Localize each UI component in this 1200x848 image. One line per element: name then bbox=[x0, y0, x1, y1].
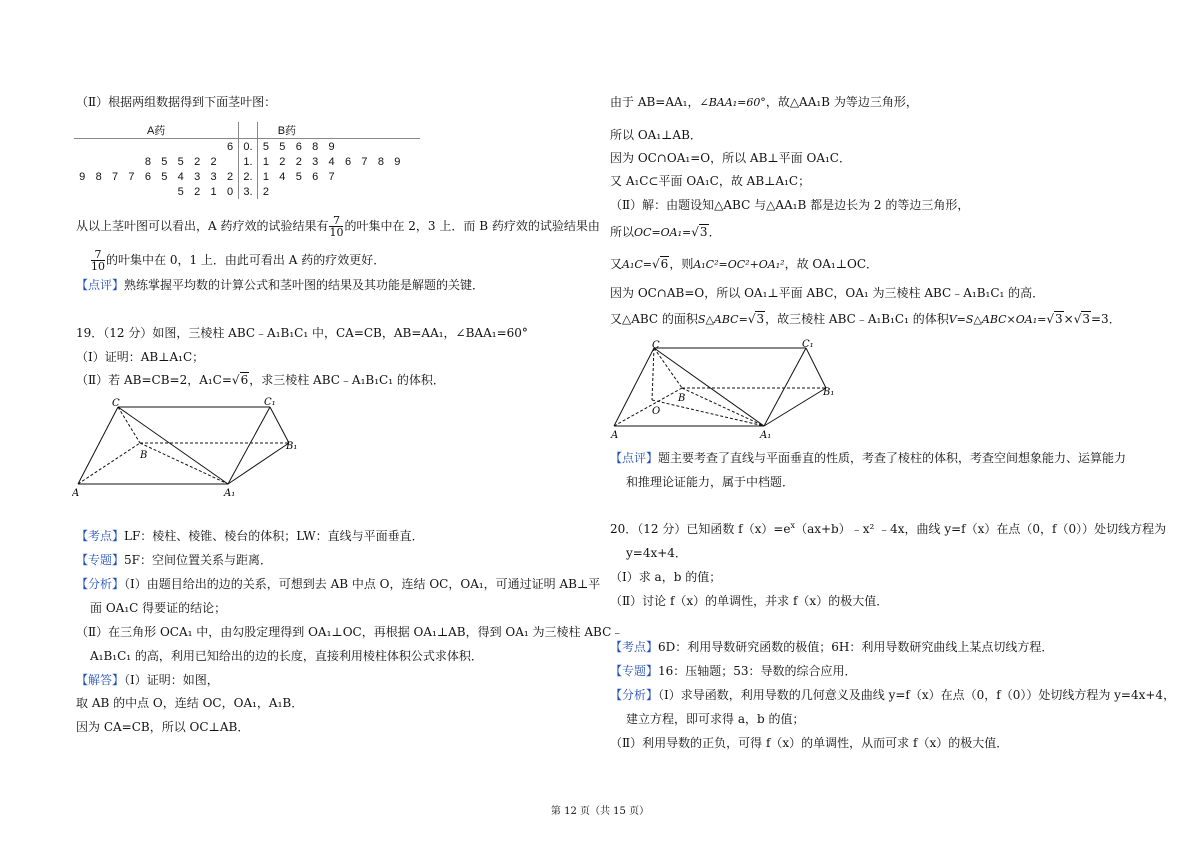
leaf-a: 3 bbox=[194, 170, 201, 183]
leaf-b: 4 bbox=[279, 170, 286, 183]
fraction-7-10: $\frac{7}{10}$ bbox=[91, 248, 105, 273]
label-C1: C₁ bbox=[264, 397, 276, 408]
right-line5: （Ⅱ）解：由题设知△ABC 与△AA₁B 都是边长为 2 的等边三角形， bbox=[610, 198, 970, 212]
stem-head-b: B药 bbox=[277, 125, 297, 137]
leaf-b: 4 bbox=[328, 155, 335, 168]
leaf-b bbox=[406, 154, 420, 169]
leaf-b bbox=[323, 184, 339, 199]
stem-head-a: A药 bbox=[74, 122, 239, 139]
fenxi-19-line4: A₁B₁C₁ 的高，利用已知给出的边的长度，直接利用棱柱体积公式求体积． bbox=[90, 649, 483, 663]
leaf-b: 9 bbox=[394, 155, 401, 168]
question-19-part1: （Ⅰ）证明：AB⊥A₁C； bbox=[76, 350, 205, 364]
leaf-a bbox=[107, 154, 123, 169]
label-C: C bbox=[112, 398, 120, 409]
leaf-b: 7 bbox=[361, 155, 368, 168]
leaf-a: 4 bbox=[177, 170, 184, 183]
right-line9: 又△ABC 的面积S△ABC=√3，故三棱柱 ABC﹣A₁B₁C₁ 的体积V=S△ABC×OA₁=√3×√3=3． bbox=[610, 312, 1121, 326]
leaf-b: 7 bbox=[328, 170, 335, 183]
stem-leaf-row bbox=[74, 139, 420, 155]
leaf-b bbox=[274, 184, 290, 199]
stem: 1. bbox=[239, 154, 258, 169]
label-B: B bbox=[140, 450, 148, 461]
fenxi-20-line1: 【分析】（Ⅰ）求导函数，利用导数的几何意义及曲线 y=f（x）在点（0，f（0））处切线方程为 y=4x+4， bbox=[610, 688, 1176, 702]
leaf-a: 7 bbox=[111, 170, 119, 183]
leaf-a bbox=[205, 139, 221, 155]
leaf-a bbox=[123, 154, 139, 169]
leaf-b bbox=[389, 169, 405, 184]
zhuanti-19: 【专题】5F：空间位置关系与距离． bbox=[76, 553, 272, 567]
leaf-a bbox=[156, 139, 172, 155]
leaf-b: 1 bbox=[262, 170, 269, 183]
review-comment-19-line2: 和推理论证能力，属于中档题． bbox=[626, 475, 795, 489]
leaf-b: 6 bbox=[344, 155, 352, 168]
leaf-a bbox=[173, 139, 189, 155]
stem-head-stem bbox=[239, 122, 258, 139]
leaf-b: 5 bbox=[295, 170, 302, 183]
stem: 3. bbox=[239, 184, 258, 199]
leaf-a bbox=[123, 184, 139, 199]
leaf-a bbox=[189, 139, 205, 155]
leaf-b bbox=[389, 184, 405, 199]
label-A: A bbox=[72, 488, 80, 499]
right-line3: 因为 OC∩OA₁=O，所以 AB⊥平面 OA₁C． bbox=[610, 151, 851, 165]
kaodian-19: 【考点】LF：棱柱、棱锥、棱台的体积；LW：直线与平面垂直． bbox=[76, 529, 424, 543]
leaf-a: 8 bbox=[144, 155, 151, 168]
leaf-b bbox=[307, 184, 323, 199]
page-footer: 第 12 页（共 15 页） bbox=[550, 806, 650, 817]
leaf-b: 6 bbox=[295, 140, 302, 153]
leaf-a: 0 bbox=[222, 184, 239, 199]
leaf-a: 3 bbox=[210, 170, 217, 183]
leaf-b bbox=[291, 184, 307, 199]
fraction-7-10: $\frac{7}{10}$ bbox=[329, 214, 344, 239]
leaf-a: 2 bbox=[210, 155, 217, 168]
leaf-b: 2 bbox=[295, 155, 302, 168]
right-line6: 所以OC=OA₁=√3． bbox=[610, 225, 721, 239]
right-line1: 由于 AB=AA₁，∠BAA₁=60°，故△AA₁B 为等边三角形， bbox=[610, 95, 918, 109]
question-19-part2: （Ⅱ）若 AB=CB=2，A₁C=√6，求三棱柱 ABC﹣A₁B₁C₁ 的体积． bbox=[76, 373, 445, 387]
label-B1: B₁ bbox=[286, 441, 298, 452]
leaf-b bbox=[406, 139, 420, 155]
review-comment-18: 【点评】熟练掌握平均数的计算公式和茎叶图的结果及其功能是解题的关键． bbox=[76, 278, 485, 292]
leaf-a bbox=[156, 184, 172, 199]
jieda-19-line3: 因为 CA=CB，所以 OC⊥AB． bbox=[76, 720, 250, 734]
leaf-b bbox=[340, 184, 356, 199]
label-A1: A₁ bbox=[760, 430, 772, 441]
leaf-a bbox=[140, 139, 156, 155]
leaf-b: 5 bbox=[279, 140, 286, 153]
stem: 2. bbox=[239, 169, 258, 184]
prism-figure-left bbox=[72, 396, 312, 501]
leaf-b: 5 bbox=[262, 140, 269, 153]
prism-figure-right bbox=[608, 338, 848, 443]
leaf-a bbox=[123, 139, 139, 155]
leaf-b: 3 bbox=[312, 155, 319, 168]
zhuanti-20: 【专题】16：压轴题；53：导数的综合应用． bbox=[610, 664, 857, 678]
leaf-a: 6 bbox=[222, 139, 239, 155]
leaf-b bbox=[356, 139, 372, 155]
leaf-a bbox=[90, 184, 106, 199]
leaf-a bbox=[140, 184, 156, 199]
label-O: O bbox=[652, 406, 661, 417]
leaf-b bbox=[406, 184, 420, 199]
leaf-b: 6 bbox=[312, 170, 319, 183]
leaf-b bbox=[406, 169, 420, 184]
leaf-b bbox=[389, 139, 405, 155]
stem-leaf-row bbox=[74, 154, 420, 169]
leaf-a: 2 bbox=[194, 185, 201, 198]
leaf-a bbox=[90, 154, 106, 169]
stem: 0. bbox=[239, 139, 258, 155]
stem-conclusion-line2: $\frac{7}{10}$ 的叶集中在 0，1 上．由此可看出 A 药的疗效更好． bbox=[91, 248, 386, 273]
label-C: C bbox=[652, 340, 660, 351]
stem-leaf-intro: （Ⅱ）根据两组数据得到下面茎叶图： bbox=[76, 95, 277, 109]
leaf-b bbox=[373, 184, 389, 199]
leaf-a bbox=[74, 184, 90, 199]
label-A: A bbox=[611, 430, 619, 441]
right-line7: 又A₁C=√6，则A₁C²=OC²+OA₁²，故 OA₁⊥OC． bbox=[610, 257, 879, 271]
leaf-a bbox=[74, 139, 90, 155]
jieda-19-line2: 取 AB 的中点 O，连结 OC，OA₁，A₁B． bbox=[76, 696, 304, 710]
review-comment-19-line1: 【点评】题主要考查了直线与平面垂直的性质，考查了棱柱的体积，考查空间想象能力、运算能力 bbox=[610, 451, 1127, 465]
jieda-19-line1: 【解答】（Ⅰ）证明：如图， bbox=[76, 673, 219, 687]
leaf-a: 9 bbox=[79, 170, 86, 183]
question-20-line2: y=4x+4． bbox=[626, 546, 687, 560]
right-line2: 所以 OA₁⊥AB． bbox=[610, 128, 702, 142]
leaf-b bbox=[340, 139, 356, 155]
leaf-b: 2 bbox=[262, 185, 269, 198]
leaf-b bbox=[340, 169, 356, 184]
leaf-b: 2 bbox=[279, 155, 286, 168]
stem-leaf-row bbox=[74, 169, 420, 184]
leaf-a: 5 bbox=[177, 185, 184, 198]
fenxi-19-line2: 面 OA₁C 得要证的结论； bbox=[90, 601, 227, 615]
question-20: 20．（12 分）已知函数 $f(x)=e^x(ax+b)﹣x^2$ ﹣4x，曲线 y=f（x）在点（0，f（0））处切线方程为 bbox=[610, 521, 1167, 536]
leaf-b bbox=[356, 184, 372, 199]
leaf-b: 1 bbox=[262, 155, 269, 168]
leaf-a: 2 bbox=[194, 155, 201, 168]
question-20-part2: （Ⅱ）讨论 f（x）的单调性，并求 f（x）的极大值． bbox=[610, 594, 889, 608]
right-line4: 又 A₁C⊂平面 OA₁C，故 AB⊥A₁C； bbox=[610, 174, 811, 188]
leaf-a bbox=[222, 154, 239, 169]
leaf-a: 7 bbox=[128, 170, 135, 183]
right-line8: 因为 OC∩AB=O，所以 OA₁⊥平面 ABC，OA₁ 为三棱柱 ABC﹣A₁B₁C₁ 的高． bbox=[610, 286, 1045, 300]
label-B1: B₁ bbox=[823, 387, 835, 398]
leaf-a: 6 bbox=[144, 170, 151, 183]
leaf-a bbox=[90, 139, 106, 155]
stem-leaf-row bbox=[74, 184, 420, 199]
stem-leaf-table bbox=[74, 122, 420, 199]
question-20-part1: （Ⅰ）求 a，b 的值； bbox=[610, 570, 722, 584]
question-19: 19．（12 分）如图，三棱柱 ABC﹣A₁B₁C₁ 中，CA=CB，AB=AA₁，∠BAA₁=60° bbox=[76, 326, 528, 340]
fenxi-20-line2: 建立方程，即可求得 a，b 的值； bbox=[626, 712, 805, 726]
leaf-b: 9 bbox=[328, 140, 335, 153]
leaf-a: 5 bbox=[177, 155, 184, 168]
leaf-b bbox=[356, 169, 372, 184]
leaf-b bbox=[373, 139, 389, 155]
leaf-a bbox=[107, 139, 123, 155]
leaf-a bbox=[107, 184, 123, 199]
leaf-a bbox=[74, 154, 90, 169]
leaf-b bbox=[373, 169, 389, 184]
leaf-a: 2 bbox=[222, 169, 239, 184]
leaf-a: 5 bbox=[161, 170, 168, 183]
kaodian-20: 【考点】6D：利用导数研究函数的极值；6H：利用导数研究曲线上某点切线方程． bbox=[610, 640, 1054, 654]
leaf-b: 8 bbox=[377, 155, 384, 168]
label-B: B bbox=[678, 393, 686, 404]
fenxi-19-line1: 【分析】（Ⅰ）由题目给出的边的关系，可想到去 AB 中点 O，连结 OC，OA₁，可通过证明 AB⊥平 bbox=[76, 577, 601, 591]
label-C1: C₁ bbox=[802, 339, 814, 350]
stem-conclusion-line1: 从以上茎叶图可以看出，A 药疗效的试验结果有 $\frac{7}{10}$ 的叶集中在 2，3 上．而 B 药疗效的试验结果由 bbox=[76, 214, 600, 239]
leaf-a: 8 bbox=[95, 170, 102, 183]
fenxi-20-line3: （Ⅱ）利用导数的正负，可得 f（x）的单调性，从而可求 f（x）的极大值． bbox=[610, 736, 1009, 750]
leaf-b: 8 bbox=[312, 140, 319, 153]
leaf-a: 5 bbox=[161, 155, 168, 168]
label-A1: A₁ bbox=[224, 488, 236, 499]
leaf-a: 1 bbox=[210, 185, 217, 198]
fenxi-19-line3: （Ⅱ）在三角形 OCA₁ 中，由勾股定理得到 OA₁⊥OC，再根据 OA₁⊥AB，得到 OA₁ 为三棱柱 ABC﹣ bbox=[76, 625, 624, 639]
